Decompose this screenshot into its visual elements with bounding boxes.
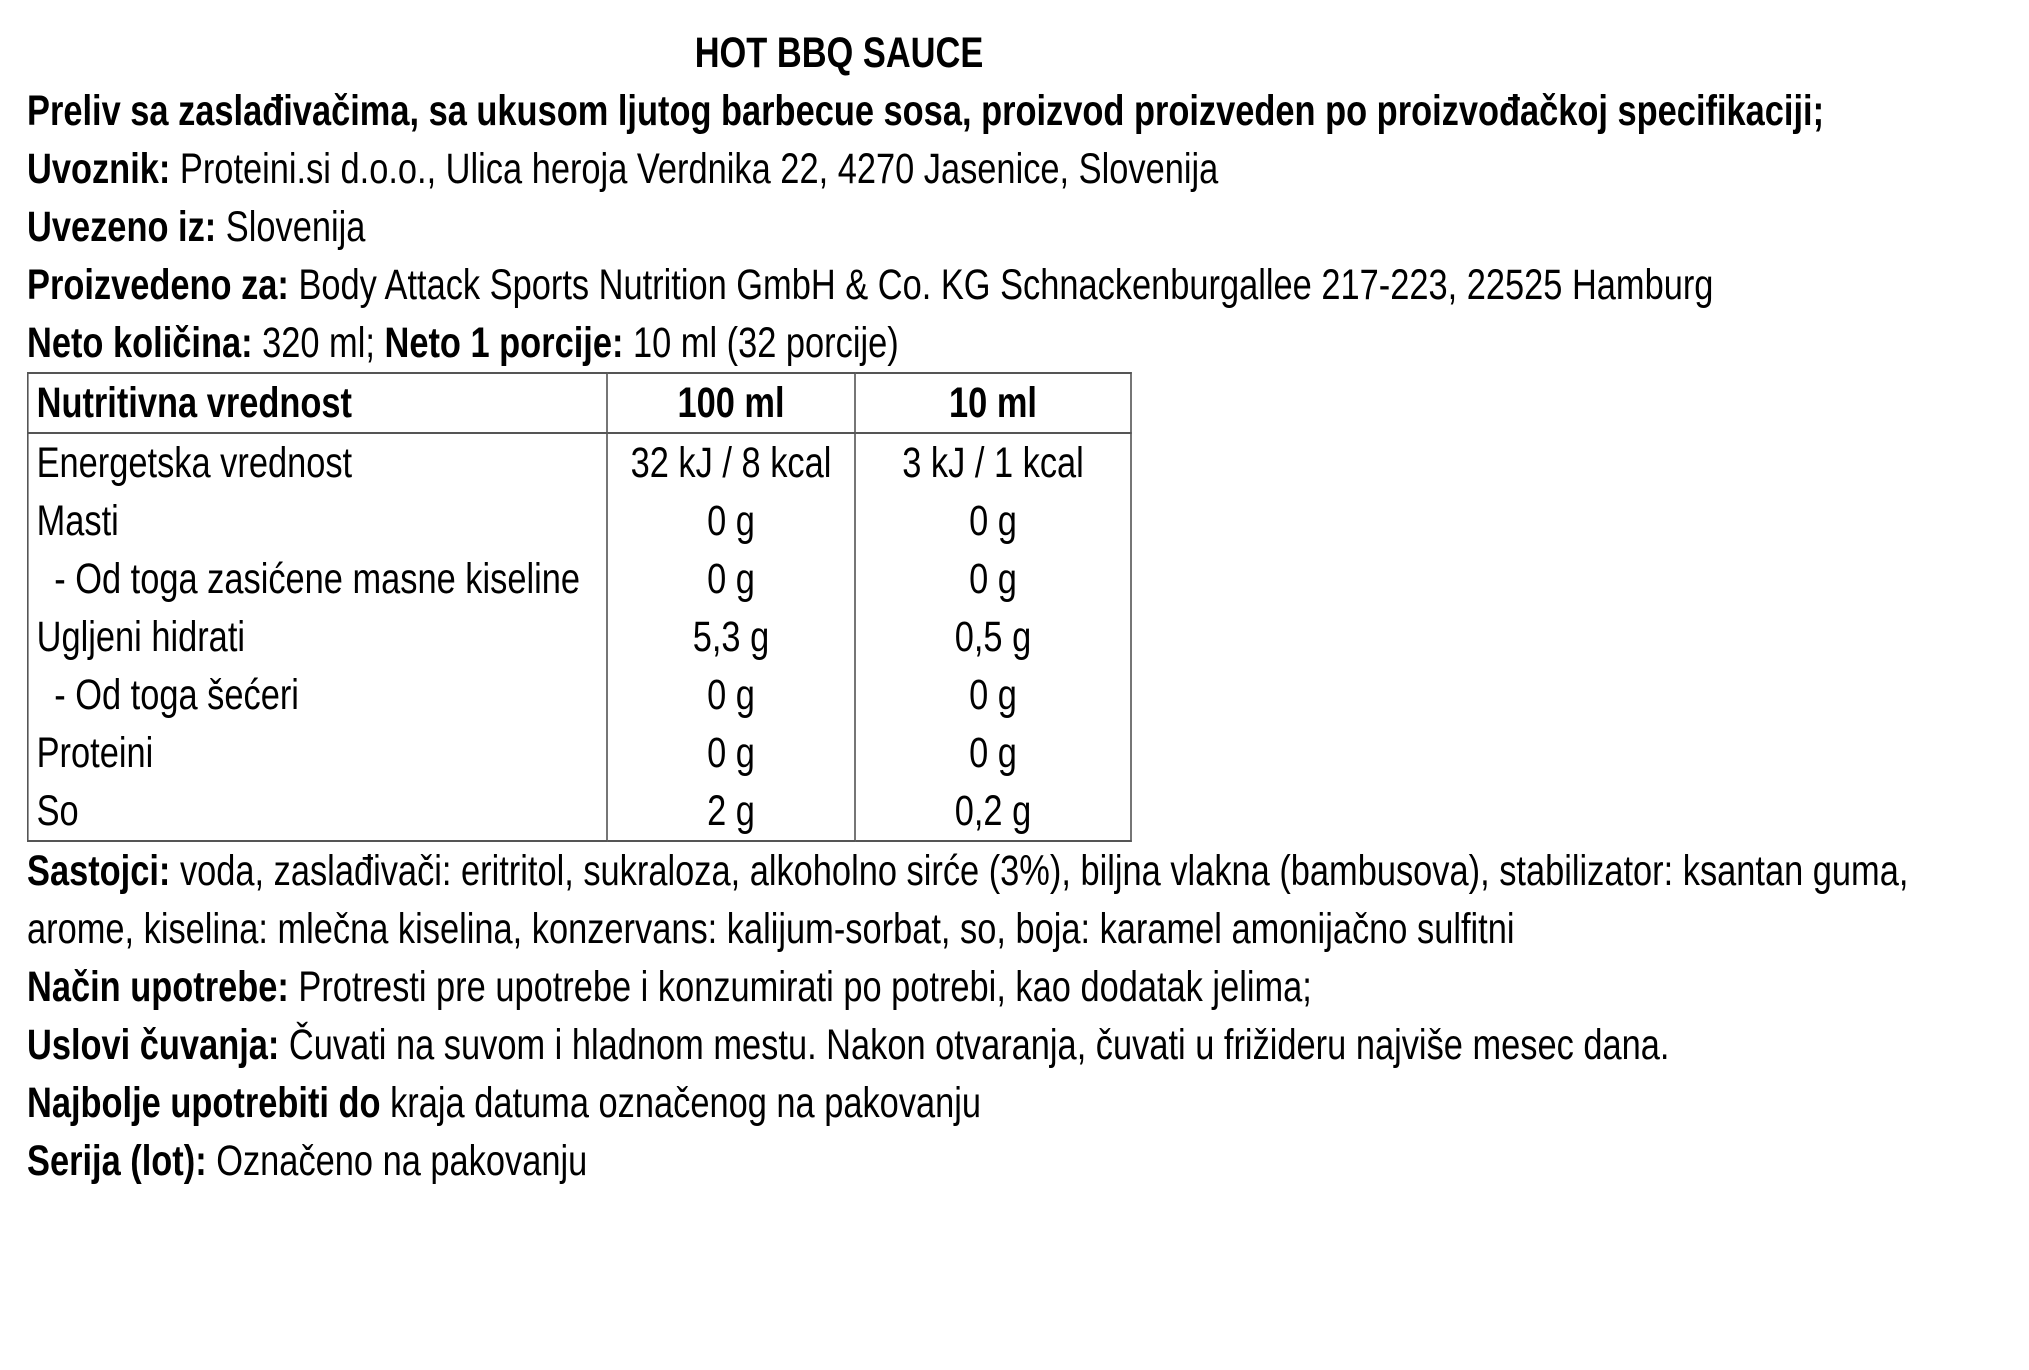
net-portion-label: Neto 1 porcije: [384, 319, 624, 367]
table-row [28, 724, 1131, 782]
nutrient-name: - Od toga šećeri [28, 666, 607, 724]
nutrient-per-10ml: 0,5 g [855, 608, 1131, 666]
table-row [28, 550, 1131, 608]
nutrient-per-10ml: 0 g [855, 492, 1131, 550]
lot-line [27, 1132, 2011, 1190]
usage-value: Protresti pre upotrebe i konzumirati po potrebi, kao dodatak jelima; [288, 963, 1312, 1011]
table-row [28, 782, 1131, 841]
product-description: Preliv sa zaslađivačima, sa ukusom ljutog barbecue sosa, proizvod proizveden po proizvođačkoj specifikaciji; [27, 87, 1825, 135]
table-row [28, 433, 1131, 492]
nutrient-per-100ml: 0 g [607, 550, 855, 608]
importer-value: Proteini.si d.o.o., Ulica heroja Verdnika 22, 4270 Jasenice, Slovenija [170, 145, 1219, 193]
nutrient-per-100ml: 0 g [607, 724, 855, 782]
nutrient-name: Proteini [28, 724, 607, 782]
ingredients-label: Sastojci: [27, 847, 171, 895]
nutrient-per-10ml: 0 g [855, 550, 1131, 608]
ingredients-value: voda, zaslađivači: eritritol, sukraloza, alkoholno sirće (3%), biljna vlakna (bambusova), stabilizator: ksantan guma, arome, kiselina: mlečna kiselina, konzervans: kalijum-sorbat, so, boja: karamel amonijačno sulfitni [27, 847, 1909, 953]
nutrient-name: Masti [28, 492, 607, 550]
imported-from-value: Slovenija [216, 203, 366, 251]
nutrient-per-100ml: 2 g [607, 782, 855, 841]
header-per-10ml: 10 ml [855, 373, 1131, 433]
table-row [28, 492, 1131, 550]
produced-for-value: Body Attack Sports Nutrition GmbH & Co. KG Schnackenburgallee 217-223, 22525 Hamburg [288, 261, 1714, 309]
nutrient-per-10ml: 0 g [855, 724, 1131, 782]
best-before-line [27, 1074, 2011, 1132]
nutrient-per-10ml: 0 g [855, 666, 1131, 724]
header-nutrient: Nutritivna vrednost [28, 373, 607, 433]
storage-label: Uslovi čuvanja: [27, 1021, 280, 1069]
best-before-label: Najbolje upotrebiti do [27, 1079, 381, 1127]
imported-from-line [27, 198, 2011, 256]
net-quantity-line [27, 314, 2011, 372]
storage-line [27, 1016, 2011, 1074]
product-title: HOT BBQ SAUCE [694, 29, 984, 77]
nutrition-table [27, 372, 1132, 842]
lot-value: Označeno na pakovanju [206, 1137, 588, 1185]
net-portion-value: 10 ml (32 porcije) [623, 319, 899, 367]
product-label [27, 24, 2011, 1190]
produced-for-label: Proizvedeno za: [27, 261, 289, 309]
nutrient-per-100ml: 0 g [607, 492, 855, 550]
nutrient-per-100ml: 32 kJ / 8 kcal [607, 433, 855, 492]
usage-label: Način upotrebe: [27, 963, 289, 1011]
imported-from-label: Uvezeno iz: [27, 203, 217, 251]
table-row [28, 608, 1131, 666]
nutrient-name: - Od toga zasićene masne kiseline [28, 550, 607, 608]
nutrient-per-100ml: 0 g [607, 666, 855, 724]
produced-for-line [27, 256, 2011, 314]
nutrient-name: Ugljeni hidrati [28, 608, 607, 666]
lot-label: Serija (lot): [27, 1137, 207, 1185]
header-per-100ml: 100 ml [607, 373, 855, 433]
nutrient-name: So [28, 782, 607, 841]
net-quantity-label: Neto količina: [27, 319, 253, 367]
nutrient-per-10ml: 0,2 g [855, 782, 1131, 841]
importer-label: Uvoznik: [27, 145, 171, 193]
net-quantity-value: 320 ml; [252, 319, 385, 367]
nutrient-per-100ml: 5,3 g [607, 608, 855, 666]
nutrition-table-header [28, 373, 1131, 433]
nutrient-per-10ml: 3 kJ / 1 kcal [855, 433, 1131, 492]
ingredients-line [27, 842, 2011, 958]
usage-line [27, 958, 2011, 1016]
storage-value: Čuvati na suvom i hladnom mestu. Nakon otvaranja, čuvati u frižideru najviše mesec dana. [279, 1021, 1670, 1069]
table-row [28, 666, 1131, 724]
nutrient-name: Energetska vrednost [28, 433, 607, 492]
best-before-value: kraja datuma označenog na pakovanju [380, 1079, 982, 1127]
importer-line [27, 140, 2011, 198]
